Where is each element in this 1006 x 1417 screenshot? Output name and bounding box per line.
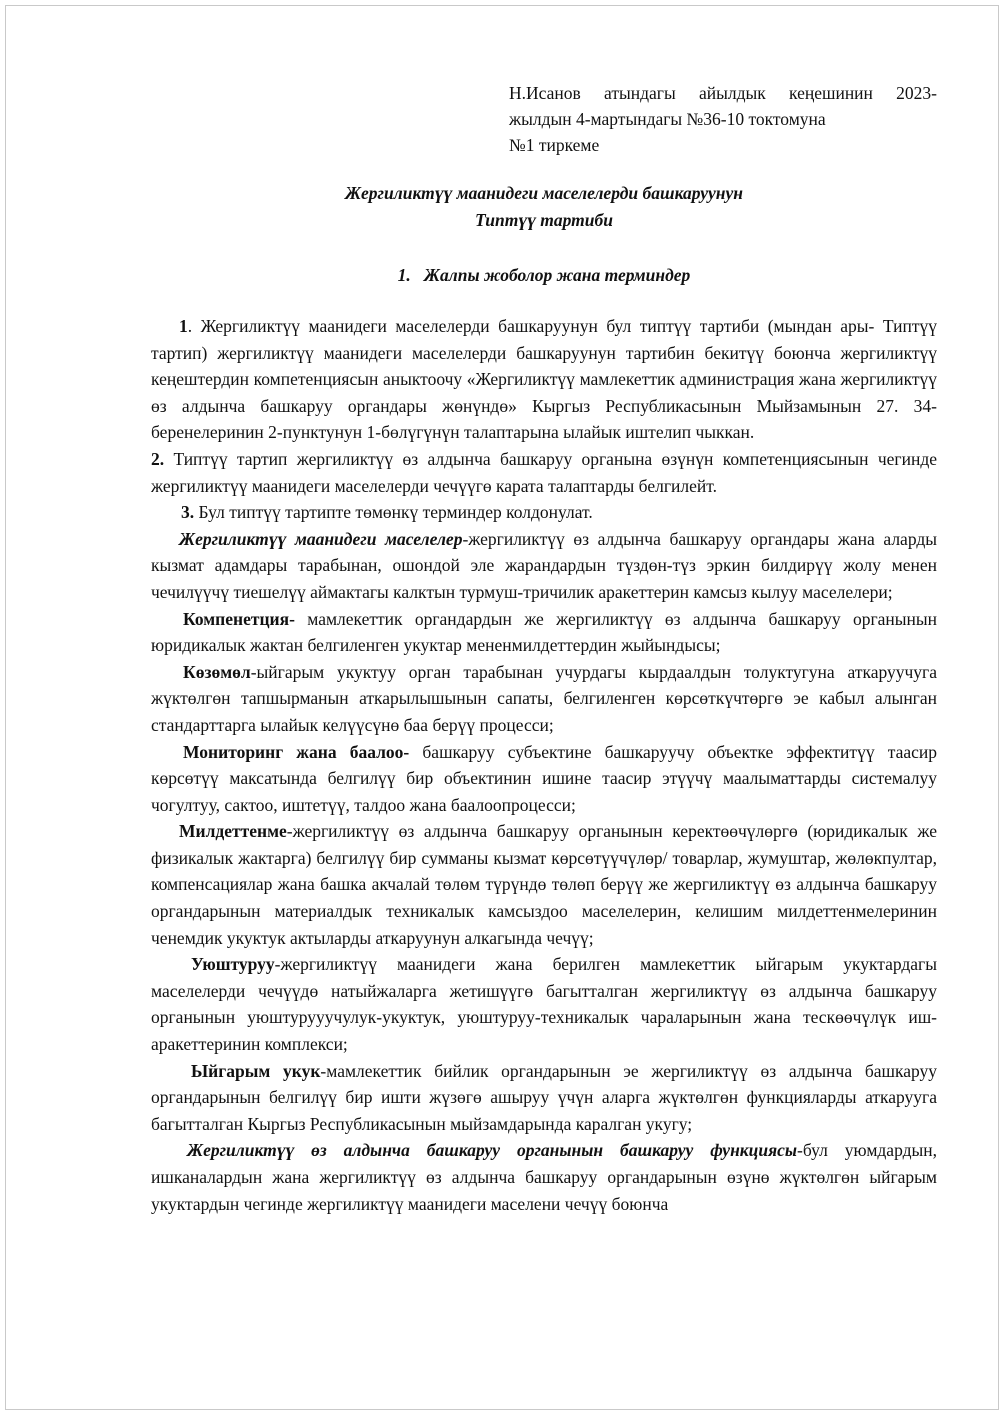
term-text: мамлекеттик органдардын же жергиликтүү өз алдынча башкаруу органынын юридикалык жактан белгиленген укуктар мененмилдеттердин жыйындысы; <box>151 608 937 656</box>
paragraph-number: 3. <box>181 502 195 523</box>
term-text: -жергиликтүү маанидеги жана берилген мамлекеттик ыйгарым укуктардагы маселелерди чечүүдө натыйжаларга жетишүүгө багытталган жергиликтүү өз алдынча башкаруу органынын уюштурууучулук-укуктук, уюштуруу-техникалык чараларынын жана тескөөчүлүк иш-аракеттеринин комплекси; <box>151 954 937 1055</box>
section-heading <box>151 262 937 288</box>
document-page <box>5 5 999 1410</box>
paragraph-text: Типтүү тартип жергиликтүү өз алдынча башкаруу органына өзүнүн компетенциясынын чегинде жергиликтүү маанидеги маселелерди чечүүгө карата талаптарды белгилейт. <box>151 448 937 496</box>
annex-header <box>509 80 937 158</box>
term-name: Компенетция- <box>183 608 295 629</box>
term-text: -ыйгарым укуктуу орган тарабынан учурдагы кырдаалдын толуктугуна аткаруучуга жүктөлгөн тапшырманын аткарылышынын сапаты, белгиленген көрсөткүчтөргө эе кабыл алынган стандарттарга ылайык келүүсүнө баа берүү процесси; <box>151 661 937 735</box>
paragraph-text: . Жергиликтүү маанидеги маселелерди башкаруунун бул типтүү тартиби (мындан ары- Типтүү тартип) жергиликтүү маанидеги маселелерди башкаруунун тартибин бекитүү боюнча жергиликтүү кеңештердин компетенциясын аныктоочу «Жергиликтүү мамлекеттик администрация жана жергиликтүү өз алдынча башкаруу органдары жөнүндө» Кыргыз Республикасынын Мыйзамынын 27. 34-беренелеринин 2-пунктунун 1-бөлүгүнүн талаптарына ылайык иштелип чыккан. <box>151 316 937 443</box>
annex-header-line: жылдын 4-мартындагы №36-10 токтомуна <box>509 109 826 129</box>
paragraph-number: 2. <box>151 448 165 469</box>
term-definition <box>151 1137 937 1217</box>
term-text: -жергиликтүү өз алдынча башкаруу органынын керектөөчүлөргө (юридикалык же физикалык жактарга) белгилүү бир сумманы кызмат көрсөтүүчүлөр/ товарлар, жумуштар, жөлөкпултар, компенсациялар жана башка акчалай төлөм түрүндө төлөп берүү же жергиликтүү өз алдынча башкаруу органдарынын материалдык техникалык камсыздоо маселелерин, келишим милдеттенмелеринин ченемдик укуктук актыларды аткаруунун алкагында чечүү; <box>151 821 937 948</box>
term-text: -мамлекеттик бийлик органдарынын эе жергиликтүү өз алдынча башкаруу органдарынын белгилүү бир ишти жүзөгө ашыруу үчүн аларга жүктөлгөн функцияларды аткарууга багытталган Кыргыз Республикасынын мыйзамдарында каралган укугу; <box>151 1060 937 1134</box>
term-definition <box>151 739 937 819</box>
term-name: Жергиликтүү өз алдынча башкаруу органынын башкаруу функциясы <box>187 1140 798 1161</box>
annex-header-line: Н.Исанов атындагы айылдык кеңешинин 2023- <box>509 83 937 103</box>
term-name: Уюштуруу <box>191 954 275 975</box>
document-title <box>151 180 937 234</box>
paragraph-number: 1 <box>179 316 188 336</box>
section-number: 1. <box>397 265 411 285</box>
paragraph-2 <box>151 446 937 499</box>
term-definition <box>151 951 937 1057</box>
term-definition <box>151 818 937 951</box>
paragraph-1 <box>151 313 937 446</box>
term-name: Көзөмөл <box>183 661 251 682</box>
term-name: Жергиликтүү маанидеги маселелер <box>179 528 463 549</box>
paragraph-3 <box>151 499 937 526</box>
annex-header-line: №1 тиркеме <box>509 135 600 155</box>
paragraph-text: Бул типтүү тартипте төмөнкү терминдер колдонулат. <box>194 502 593 523</box>
section-title: Жалпы жоболор жана терминдер <box>423 265 691 285</box>
term-definition <box>151 1058 937 1138</box>
term-text: башкаруу субъектине башкаруучу объектке эффектитүү таасир көрсөтүү максатында белгилүү бир объектинин ишине таасир этүүчү маалыматтарды системалуу чогултуу, сактоо, иштетүү, талдоо жана баалоопроцесси; <box>151 741 937 815</box>
document-title-line: Жергиликтүү маанидеги маселелерди башкаруунун <box>344 183 744 203</box>
document-title-line: Типтүү тартиби <box>475 210 613 230</box>
term-name: Милдеттенме <box>179 821 287 842</box>
term-definition <box>151 526 937 606</box>
body-text <box>151 313 937 1217</box>
term-name: Ыйгарым укук <box>191 1060 321 1081</box>
term-definition <box>151 659 937 739</box>
term-text: -жергиликтүү өз алдынча башкаруу органдары жана аларды кызмат адамдары тарабынан, ошондой эле жарандардын түздөн-түз эркин билдирүү жолу менен чечилүүчү тиешелүү аймактагы калктын турмуш-тричилик аракеттерин камсыз кылуу маселелери; <box>151 528 938 602</box>
term-name: Мониторинг жана баалоо- <box>183 741 410 762</box>
term-definition <box>151 606 937 659</box>
term-text: -бул уюмдардын, ишканалардын жана жергиликтүү өз алдынча башкаруу органдарынын өзүнө жүктөлгөн ыйгарым укуктардын чегинде жергиликтүү маанидеги маселени чечүү боюнча <box>151 1140 937 1214</box>
